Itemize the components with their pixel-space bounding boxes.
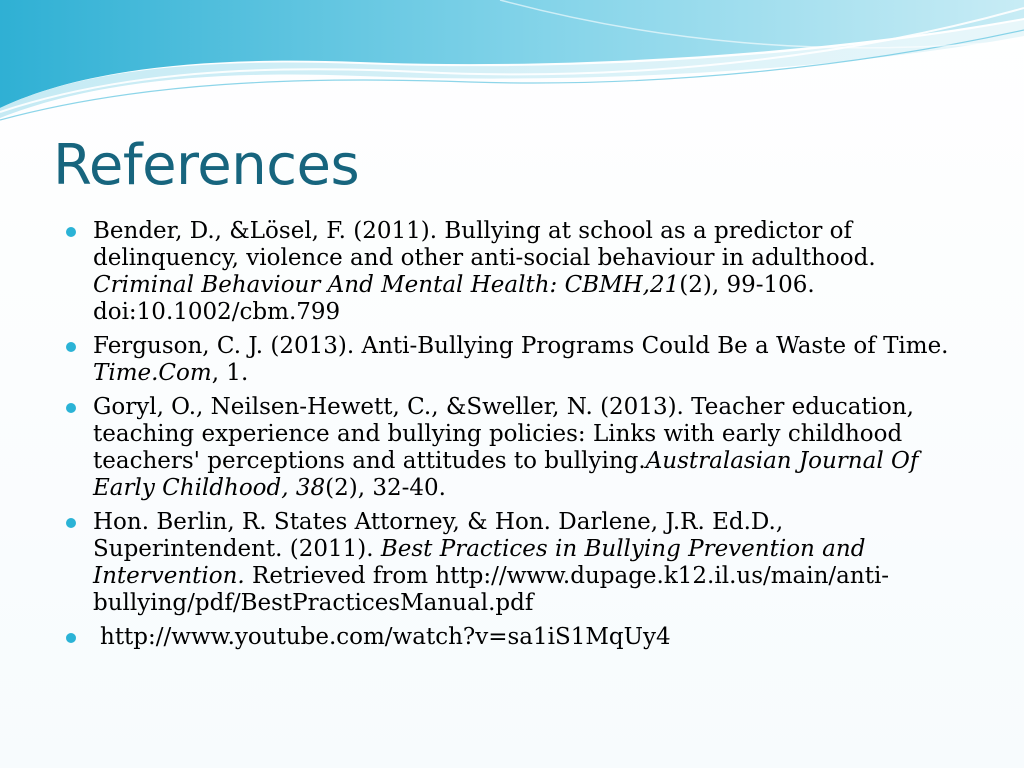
reference-details: (2), 99-106. doi:10.1002/cbm.799 bbox=[93, 272, 815, 325]
reference-text: Ferguson, C. J. (2013). Anti-Bullying Programs Could Be a Waste of Time. bbox=[93, 333, 949, 359]
reference-source: Time.Com bbox=[93, 360, 212, 386]
reference-text: Hon. Berlin, R. States Attorney, & Hon. Darlene, J.R. Ed.D., Superintendent. (2011). bbox=[93, 509, 784, 562]
reference-item bbox=[66, 218, 966, 326]
bullet-icon bbox=[66, 403, 76, 413]
reference-source: Criminal Behaviour And Mental Health: CBMH,21 bbox=[93, 272, 680, 298]
reference-item bbox=[66, 509, 966, 617]
reference-url-link[interactable]: http://www.youtube.com/watch?v=sa1iS1MqUy4 bbox=[100, 624, 671, 650]
reference-details: , 1. bbox=[211, 360, 249, 386]
reference-item-url bbox=[66, 624, 966, 651]
reference-item bbox=[66, 394, 966, 502]
references-list bbox=[66, 218, 966, 658]
bullet-icon bbox=[66, 342, 76, 352]
slide-title: References bbox=[53, 133, 360, 198]
bullet-icon bbox=[66, 518, 76, 528]
reference-item bbox=[66, 333, 966, 387]
reference-text: Goryl, O., Neilsen-Hewett, C., &Sweller, N. (2013). Teacher education, teaching experience and bullying policies: Links with early childhood teachers' perceptions and attitudes to bullying. bbox=[93, 394, 914, 474]
header-wave-decoration bbox=[0, 0, 1024, 130]
bullet-icon bbox=[66, 633, 76, 643]
reference-details: (2), 32-40. bbox=[325, 475, 446, 501]
reference-details: Retrieved from http://www.dupage.k12.il.us/main/anti-bullying/pdf/BestPracticesManual.pdf bbox=[93, 563, 890, 616]
reference-source: Australasian Journal Of Early Childhood, 38 bbox=[93, 448, 919, 501]
reference-text: Bender, D., &Lösel, F. (2011). Bullying at school as a predictor of delinquency, violence and other anti-social behaviour in adulthood. bbox=[93, 218, 876, 271]
bullet-icon bbox=[66, 227, 76, 237]
reference-source: Best Practices in Bullying Prevention and Intervention. bbox=[93, 536, 866, 589]
